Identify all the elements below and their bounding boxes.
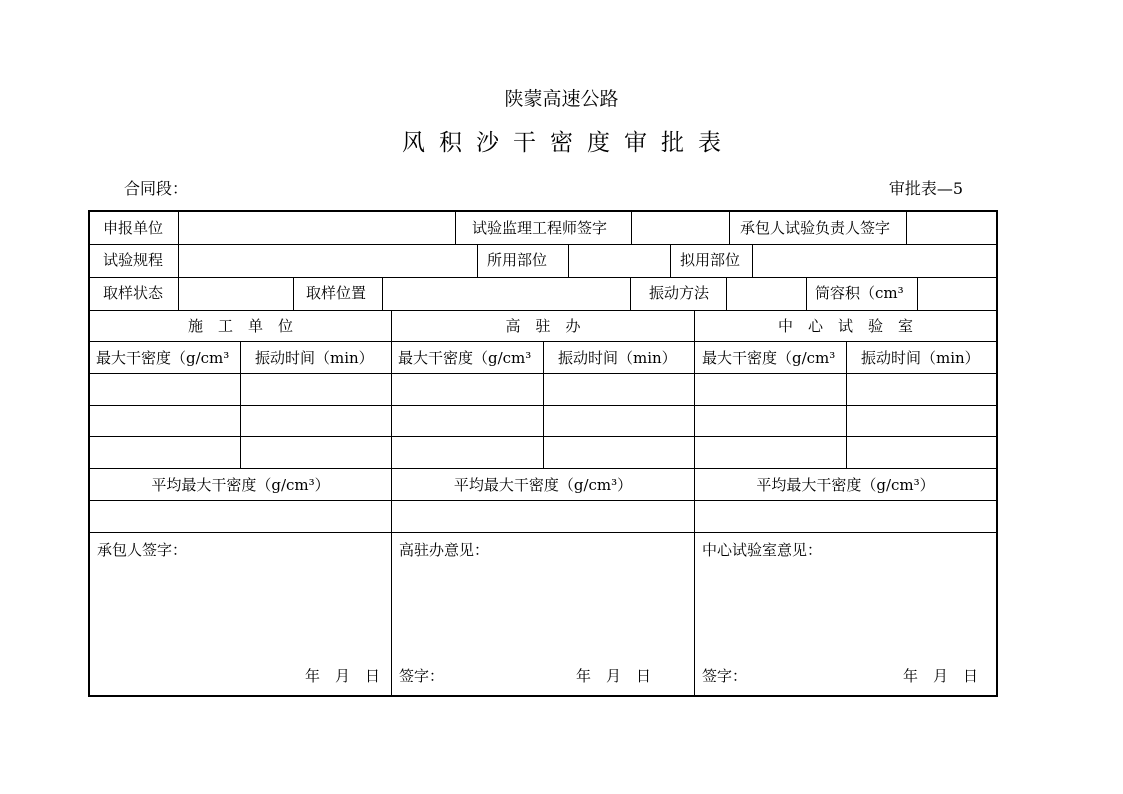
date-label: 年 月 日	[305, 667, 381, 685]
col-header-max-density: 最大干密度（g/cm³	[702, 349, 836, 367]
col-header-max-density: 最大干密度（g/cm³	[96, 349, 230, 367]
data-cell[interactable]	[90, 374, 240, 405]
contractor-tester-sign-label: 承包人试验负责人签字	[740, 219, 891, 237]
data-cell[interactable]	[695, 374, 846, 405]
group-header-construction-unit: 施 工 单 位	[187, 317, 293, 335]
used-part-label: 所用部位	[487, 251, 548, 269]
contractor-sign-label: 承包人签字：	[97, 541, 188, 559]
data-cell[interactable]	[241, 374, 391, 405]
avg-density-field[interactable]	[392, 501, 694, 532]
central-lab-opinion-label: 中心试验室意见：	[702, 541, 823, 559]
data-cell[interactable]	[847, 437, 996, 468]
data-cell[interactable]	[392, 437, 543, 468]
data-cell[interactable]	[695, 406, 846, 436]
col-header-vibration-time: 振动时间（min）	[558, 349, 677, 367]
sample-location-field[interactable]	[383, 278, 630, 310]
cylinder-volume-label: 筒容积（cm³	[815, 284, 904, 302]
supervisor-sign-label: 试验监理工程师签字	[472, 219, 608, 237]
sample-state-field[interactable]	[179, 278, 293, 310]
data-cell[interactable]	[695, 437, 846, 468]
resident-office-opinion-label: 高驻办意见：	[399, 541, 490, 559]
data-cell[interactable]	[847, 406, 996, 436]
date-label: 年 月 日	[903, 667, 979, 685]
avg-density-field[interactable]	[695, 501, 996, 532]
data-cell[interactable]	[392, 374, 543, 405]
organization-name: 陕蒙高速公路	[504, 88, 619, 110]
vibration-method-field[interactable]	[727, 278, 806, 310]
sample-state-label: 取样状态	[103, 284, 164, 302]
sample-location-label: 取样位置	[306, 284, 367, 302]
used-part-field[interactable]	[569, 245, 670, 277]
contractor-opinion-area[interactable]	[90, 562, 391, 657]
data-cell[interactable]	[544, 437, 694, 468]
data-cell[interactable]	[241, 437, 391, 468]
data-cell[interactable]	[90, 406, 240, 436]
central-lab-opinion-area[interactable]	[695, 562, 996, 657]
date-label: 年 月 日	[576, 667, 652, 685]
test-standard-field[interactable]	[179, 245, 477, 277]
form-number: 审批表—5	[888, 179, 963, 198]
approval-table	[88, 210, 998, 697]
supervisor-sign-field[interactable]	[632, 212, 729, 244]
contract-section-label: 合同段：	[124, 179, 189, 198]
avg-density-label: 平均最大干密度（g/cm³）	[756, 476, 935, 494]
sign-label: 签字：	[399, 667, 445, 685]
sign-label: 签字：	[702, 667, 748, 685]
planned-part-field[interactable]	[753, 245, 996, 277]
contractor-tester-sign-field[interactable]	[907, 212, 996, 244]
data-cell[interactable]	[544, 374, 694, 405]
data-cell[interactable]	[241, 406, 391, 436]
group-header-resident-office: 高 驻 办	[505, 317, 581, 335]
col-header-max-density: 最大干密度（g/cm³	[398, 349, 532, 367]
declare-unit-label: 申报单位	[103, 219, 164, 237]
planned-part-label: 拟用部位	[680, 251, 741, 269]
avg-density-field[interactable]	[90, 501, 391, 532]
test-standard-label: 试验规程	[103, 251, 164, 269]
group-header-central-lab: 中 心 试 验 室	[777, 317, 913, 335]
data-cell[interactable]	[544, 406, 694, 436]
data-cell[interactable]	[847, 374, 996, 405]
col-header-vibration-time: 振动时间（min）	[861, 349, 980, 367]
avg-density-label: 平均最大干密度（g/cm³）	[453, 476, 633, 494]
avg-density-label: 平均最大干密度（g/cm³）	[151, 476, 330, 494]
resident-office-opinion-area[interactable]	[392, 562, 694, 657]
data-cell[interactable]	[392, 406, 543, 436]
declare-unit-field[interactable]	[179, 212, 455, 244]
col-header-vibration-time: 振动时间（min）	[255, 349, 374, 367]
data-cell[interactable]	[90, 437, 240, 468]
cylinder-volume-field[interactable]	[918, 278, 996, 310]
form-title: 风积沙干密度审批表	[402, 130, 735, 156]
vibration-method-label: 振动方法	[649, 284, 710, 302]
